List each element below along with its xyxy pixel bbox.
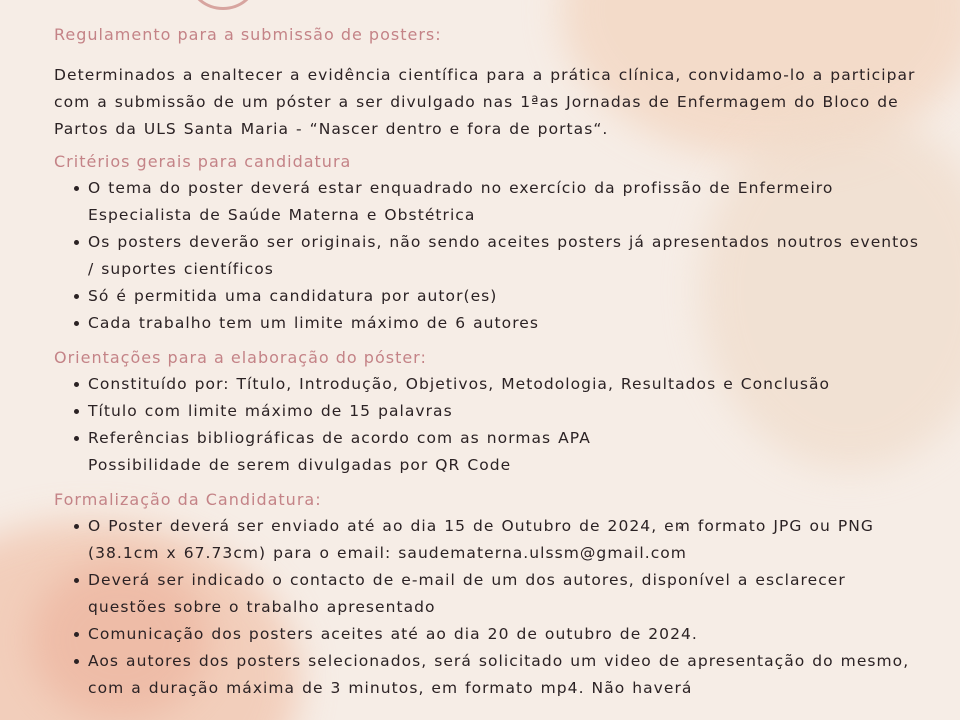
submission-list <box>54 513 924 702</box>
section-guidelines <box>54 345 924 479</box>
list-item: Deverá ser indicado o contacto de e-mail de um dos autores, disponível a esclarecer questões sobre o trabalho apresentado <box>88 567 924 621</box>
criteria-list <box>54 175 924 337</box>
section-heading: Orientações para a elaboração do póster: <box>54 348 427 367</box>
list-item: Referências bibliográficas de acordo com as normas APA <box>88 425 924 452</box>
list-item: Só é permitida uma candidatura por autor(es) <box>88 283 924 310</box>
section-submission <box>54 487 924 702</box>
section-heading: Critérios gerais para candidatura <box>54 152 352 171</box>
intro-paragraph: Determinados a enaltecer a evidência científica para a prática clínica, convidamo-lo a participar com a submissão de um póster a ser divulgado nas 1ªas Jornadas de Enfermagem do Bloco de Partos da ULS Santa Maria - “Nascer dentro e fora de portas“. <box>54 66 916 138</box>
list-item: O tema do poster deverá estar enquadrado no exercício da profissão de Enfermeiro Especialista de Saúde Materna e Obstétrica <box>88 175 924 229</box>
list-item: O Poster deverá ser enviado até ao dia 15 de Outubro de 2024, em formato JPG ou PNG (38.1cm x 67.73cm) para o email: saudematerna.ulssm@gmail.com <box>88 513 924 567</box>
section-criteria <box>54 149 924 337</box>
list-item: Cada trabalho tem um limite máximo de 6 autores <box>88 310 924 337</box>
section-heading: Formalização da Candidatura: <box>54 490 322 509</box>
list-item: Possibilidade de serem divulgadas por QR Code <box>88 456 512 474</box>
guidelines-list <box>54 371 924 479</box>
document-body <box>54 22 924 702</box>
list-item: Aos autores dos posters selecionados, será solicitado um video de apresentação do mesmo, com a duração máxima de 3 minutos, em formato mp4. Não haverá <box>88 648 924 702</box>
list-item: Comunicação dos posters aceites até ao dia 20 de outubro de 2024. <box>88 621 924 648</box>
page-title: Regulamento para a submissão de posters: <box>54 25 442 44</box>
list-item: Constituído por: Título, Introdução, Objetivos, Metodologia, Resultados e Conclusão <box>88 371 924 398</box>
list-item: Título com limite máximo de 15 palavras <box>88 398 924 425</box>
list-item: Os posters deverão ser originais, não sendo aceites posters já apresentados noutros eventos / suportes científicos <box>88 229 924 283</box>
